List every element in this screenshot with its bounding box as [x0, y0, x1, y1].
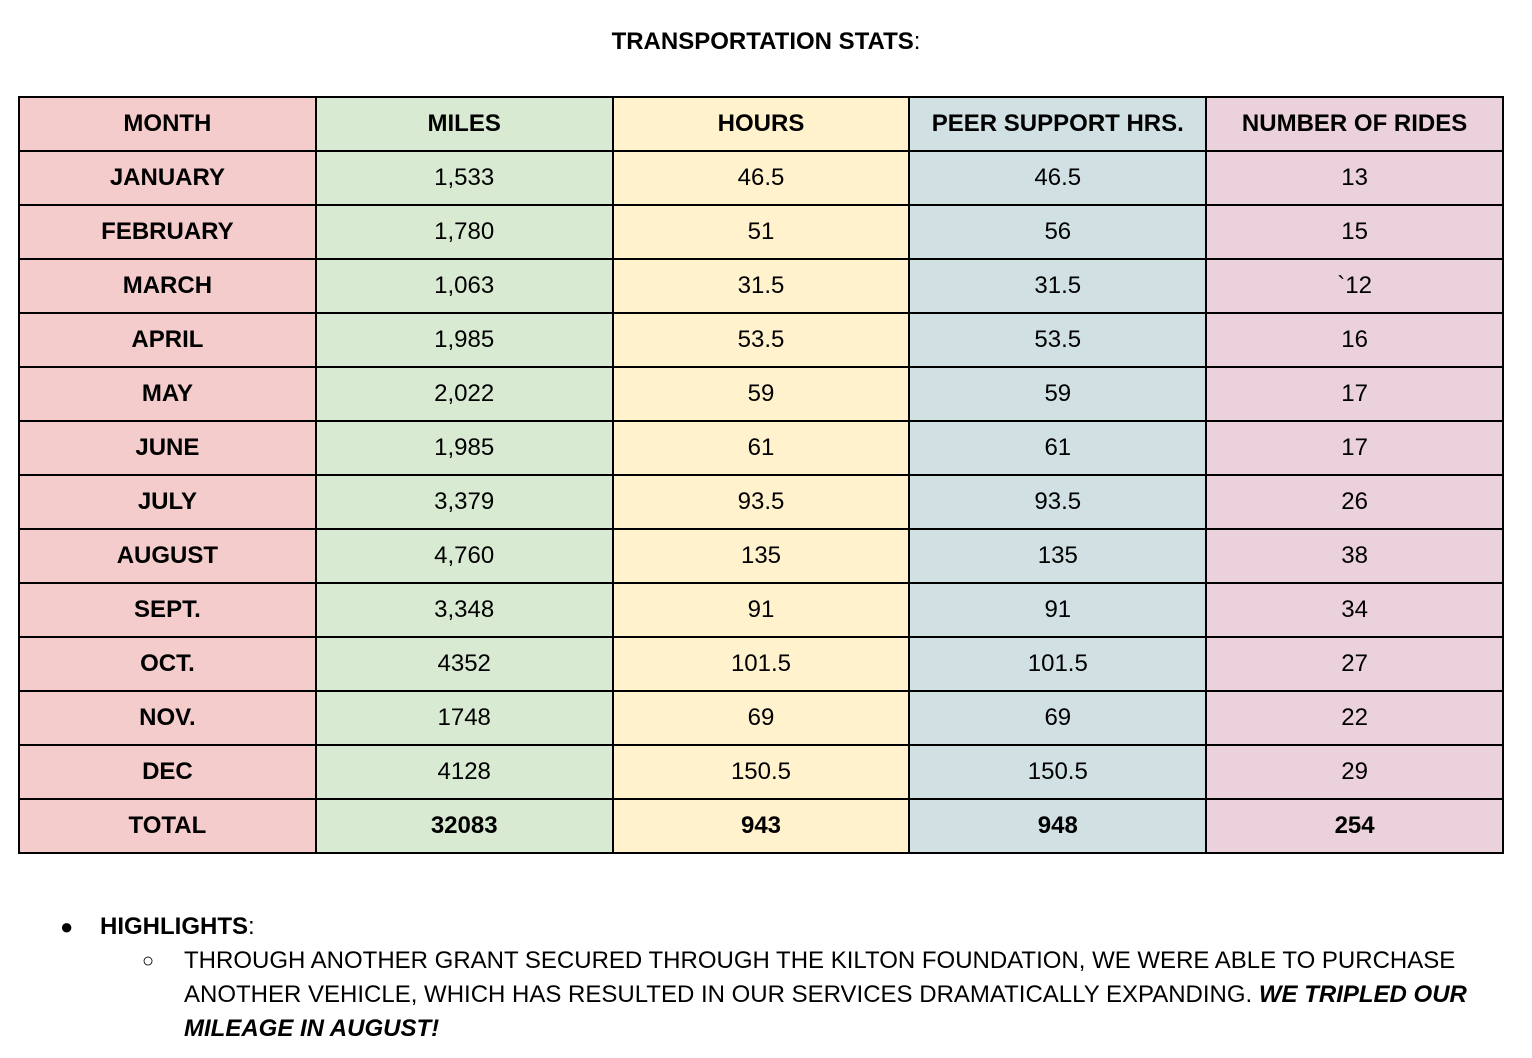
cell-rides: 29 [1206, 745, 1503, 799]
total-peer: 948 [909, 799, 1206, 853]
table-header-row [19, 97, 1503, 151]
cell-hours: 101.5 [613, 637, 910, 691]
highlights-heading-line [60, 910, 1532, 944]
cell-peer: 56 [909, 205, 1206, 259]
bullet-icon: ● [60, 914, 74, 939]
cell-month: NOV. [19, 691, 316, 745]
cell-hours: 150.5 [613, 745, 910, 799]
cell-hours: 91 [613, 583, 910, 637]
table-row [19, 313, 1503, 367]
cell-peer: 53.5 [909, 313, 1206, 367]
cell-miles: 1,985 [316, 421, 613, 475]
cell-miles: 3,379 [316, 475, 613, 529]
cell-miles: 4,760 [316, 529, 613, 583]
table-total-row [19, 799, 1503, 853]
cell-month: APRIL [19, 313, 316, 367]
total-miles: 32083 [316, 799, 613, 853]
cell-rides: 15 [1206, 205, 1503, 259]
transportation-stats-table [18, 96, 1504, 854]
total-label: TOTAL [19, 799, 316, 853]
cell-month: SEPT. [19, 583, 316, 637]
cell-peer: 91 [909, 583, 1206, 637]
cell-month: MAY [19, 367, 316, 421]
cell-miles: 1748 [316, 691, 613, 745]
highlights-section [0, 910, 1532, 1046]
cell-hours: 59 [613, 367, 910, 421]
cell-hours: 53.5 [613, 313, 910, 367]
highlight-item [142, 944, 1514, 1046]
header-miles: MILES [316, 97, 613, 151]
cell-rides: 17 [1206, 421, 1503, 475]
cell-miles: 4352 [316, 637, 613, 691]
highlights-heading: HIGHLIGHTS [100, 913, 248, 940]
header-hours: HOURS [613, 97, 910, 151]
cell-hours: 31.5 [613, 259, 910, 313]
circle-bullet-icon: ○ [142, 950, 155, 972]
cell-rides: 34 [1206, 583, 1503, 637]
page-title [0, 28, 1532, 56]
table-row [19, 745, 1503, 799]
cell-miles: 4128 [316, 745, 613, 799]
cell-miles: 1,533 [316, 151, 613, 205]
total-rides: 254 [1206, 799, 1503, 853]
cell-miles: 1,780 [316, 205, 613, 259]
cell-peer: 31.5 [909, 259, 1206, 313]
cell-peer: 150.5 [909, 745, 1206, 799]
cell-rides: 17 [1206, 367, 1503, 421]
cell-hours: 61 [613, 421, 910, 475]
cell-month: JANUARY [19, 151, 316, 205]
table-row [19, 367, 1503, 421]
cell-rides: 38 [1206, 529, 1503, 583]
table-row [19, 151, 1503, 205]
table-row [19, 259, 1503, 313]
header-number-of-rides: NUMBER OF RIDES [1206, 97, 1503, 151]
cell-rides: 26 [1206, 475, 1503, 529]
cell-hours: 46.5 [613, 151, 910, 205]
cell-peer: 135 [909, 529, 1206, 583]
cell-hours: 93.5 [613, 475, 910, 529]
table-row [19, 691, 1503, 745]
cell-rides: 22 [1206, 691, 1503, 745]
table-row [19, 421, 1503, 475]
highlight-item-text: THROUGH ANOTHER GRANT SECURED THROUGH THE KILTON FOUNDATION, WE WERE ABLE TO PURCHASE ANOTHER VEHICLE, WHICH HAS RESULTED IN OUR SERVICES DRAMATICALLY EXPANDING. [184, 947, 1456, 1008]
total-hours: 943 [613, 799, 910, 853]
highlights-colon: : [248, 913, 255, 940]
cell-miles: 2,022 [316, 367, 613, 421]
cell-peer: 69 [909, 691, 1206, 745]
cell-peer: 59 [909, 367, 1206, 421]
table-row [19, 529, 1503, 583]
cell-miles: 1,063 [316, 259, 613, 313]
cell-hours: 135 [613, 529, 910, 583]
table-row [19, 475, 1503, 529]
cell-peer: 101.5 [909, 637, 1206, 691]
table-row [19, 205, 1503, 259]
highlight-item-emphasis: WE TRIPLED OUR MILEAGE IN AUGUST! [184, 981, 1467, 1042]
cell-rides: 13 [1206, 151, 1503, 205]
cell-month: MARCH [19, 259, 316, 313]
cell-miles: 1,985 [316, 313, 613, 367]
cell-month: JULY [19, 475, 316, 529]
page-title-text: TRANSPORTATION STATS [611, 28, 914, 55]
cell-rides: `12 [1206, 259, 1503, 313]
cell-month: AUGUST [19, 529, 316, 583]
table-row [19, 583, 1503, 637]
cell-month: JUNE [19, 421, 316, 475]
header-peer-support-hrs: PEER SUPPORT HRS. [909, 97, 1206, 151]
cell-rides: 27 [1206, 637, 1503, 691]
cell-miles: 3,348 [316, 583, 613, 637]
cell-peer: 46.5 [909, 151, 1206, 205]
cell-rides: 16 [1206, 313, 1503, 367]
cell-month: OCT. [19, 637, 316, 691]
header-month: MONTH [19, 97, 316, 151]
cell-month: FEBRUARY [19, 205, 316, 259]
table-row [19, 637, 1503, 691]
cell-hours: 69 [613, 691, 910, 745]
cell-peer: 61 [909, 421, 1206, 475]
page-title-colon: : [913, 28, 921, 55]
cell-hours: 51 [613, 205, 910, 259]
cell-month: DEC [19, 745, 316, 799]
cell-peer: 93.5 [909, 475, 1206, 529]
